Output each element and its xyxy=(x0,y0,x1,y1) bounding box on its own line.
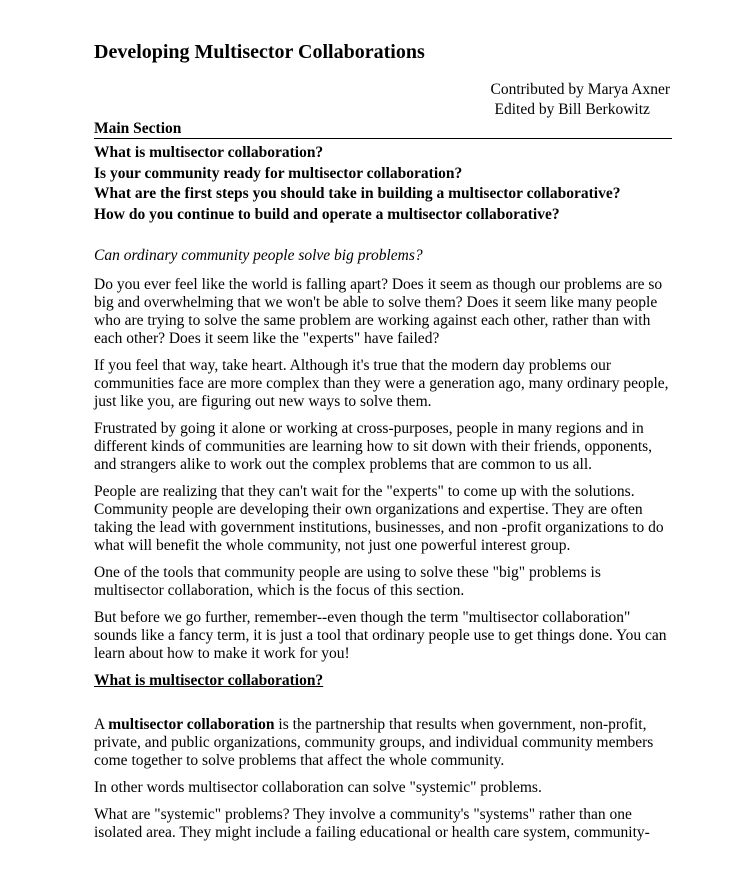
paragraph: Frustrated by going it alone or working at cross-purposes, people in many regions and in different kinds of communities are learning how to sit down with their friends, opponents, and strangers alike to work out the complex problems that are common to us all. xyxy=(94,420,653,473)
document-title: Developing Multisector Collaborations xyxy=(94,41,425,63)
toc-link-build-operate[interactable]: How do you continue to build and operate a multisector collaborative? xyxy=(94,205,560,223)
paragraph: One of the tools that community people are using to solve these "big" problems is multisector collaboration, which is the focus of this section. xyxy=(94,564,601,599)
paragraph: What are "systemic" problems? They involve a community's "systems" rather than one isolated area. They might include a failing educational or health care system, community- xyxy=(94,806,650,841)
paragraph: If you feel that way, take heart. Although it's true that the modern day problems our communities face are more complex than they were a generation ago, many ordinary people, just like you, are figuring out new ways to solve them. xyxy=(94,357,669,410)
definition-term: multisector collaboration xyxy=(108,716,275,733)
toc-link-first-steps[interactable]: What are the first steps you should take in building a multisector collaborative? xyxy=(94,185,621,202)
intro-question: Can ordinary community people solve big problems? xyxy=(94,247,423,264)
paragraph: People are realizing that they can't wait for the "experts" to come up with the solutions. Community people are developing their own organizations and expertise. They are often taking the lead with government institutions, businesses, and non -profit organizations to do what will benefit the whole community, not just one powerful interest group. xyxy=(94,483,664,554)
toc-link-what-is[interactable]: What is multisector collaboration? xyxy=(94,144,324,161)
contributed-by: Contributed by Marya Axner xyxy=(490,81,670,98)
edited-by: Edited by Bill Berkowitz xyxy=(494,101,650,118)
credits xyxy=(490,80,670,120)
definition-paragraph xyxy=(94,716,672,770)
definition-prefix: A xyxy=(94,716,109,733)
paragraph: In other words multisector collaboration can solve "systemic" problems. xyxy=(94,779,542,796)
paragraph: But before we go further, remember--even though the term "multisector collaboration" sounds like a fancy term, it is just a tool that ordinary people use to get things done. You can learn about how to make it work for you! xyxy=(94,609,667,662)
table-of-contents xyxy=(94,143,620,225)
main-content xyxy=(94,247,672,851)
paragraph: Do you ever feel like the world is falling apart? Does it seem as though our problems are so big and overwhelming that we won't be able to solve them? Does it seem like many people who are trying to solve the same problem are working against each other, rather than with each other? Does it seem like the "experts" have failed? xyxy=(94,276,663,347)
main-section-header: Main Section xyxy=(94,120,672,139)
definition-rest: is the partnership that results when government, non-profit, private, and public organizations, community groups, and individual community members come together to solve problems that affect the whole community. xyxy=(94,716,654,769)
toc-link-readiness[interactable]: Is your community ready for multisector collaboration? xyxy=(94,164,463,182)
section-heading-what-is: What is multisector collaboration? xyxy=(94,672,324,689)
